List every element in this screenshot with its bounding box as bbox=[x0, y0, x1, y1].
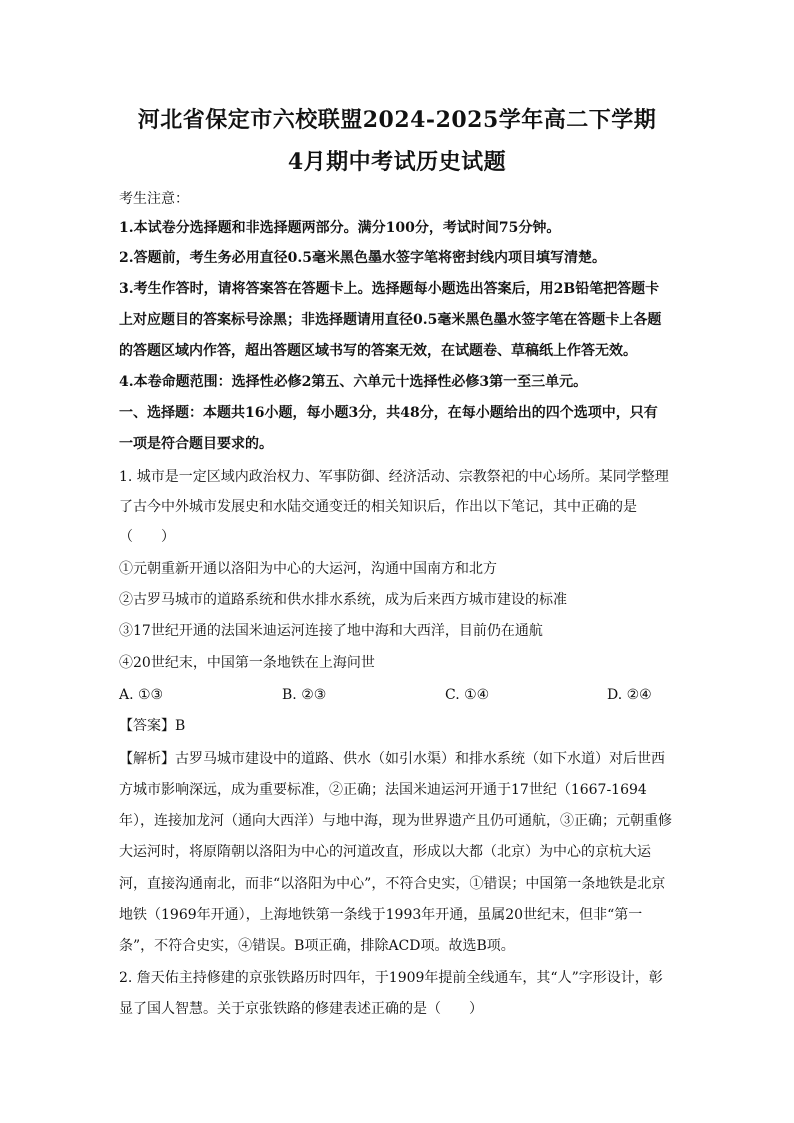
q1-stem-1: 1. 城市是一定区域内政治权力、军事防御、经济活动、宗教祭祀的中心场所。某同学整理 bbox=[119, 469, 669, 485]
notice-label: 考生注意： bbox=[119, 191, 189, 207]
q1-item-1: ①元朝重新开通以洛阳为中心的大运河，沟通中国南方和北方 bbox=[119, 561, 497, 577]
q1-option-d: D. ②④ bbox=[607, 687, 652, 703]
q2-stem-1: 2. 詹天佑主持修建的京张铁路历时四年，于1909年提前全线通车，其“人”字形设计，彰 bbox=[119, 970, 663, 986]
note-1: 1.本试卷分选择题和非选择题两部分。满分100分，考试时间75分钟。 bbox=[119, 220, 561, 236]
q1-analysis-7: 条”，不符合史实，④错误。B项正确，排除ACD项。故选B项。 bbox=[119, 938, 515, 954]
section-heading-a: 一、选择题：本题共16小题，每小题3分，共48分，在每小题给出的四个选项中，只有 bbox=[119, 405, 658, 421]
q1-option-a: A. ①③ bbox=[119, 687, 164, 703]
q1-analysis-6: 地铁（1969年开通），上海地铁第一条线于1993年开通，虽属20世纪末，但非“第一 bbox=[119, 907, 643, 923]
q1-answer: 【答案】B bbox=[119, 718, 186, 734]
q1-item-2: ②古罗马城市的道路系统和供水排水系统，成为后来西方城市建设的标准 bbox=[119, 592, 567, 608]
q1-stem-blank: （ ） bbox=[119, 529, 175, 545]
q1-analysis-2: 方城市影响深远，成为重要标准，②正确；法国米迪运河开通于17世纪（1667-1694 bbox=[119, 782, 647, 798]
q1-option-b: B. ②③ bbox=[282, 687, 327, 703]
note-2: 2.答题前，考生务必用直径0.5毫米黑色墨水签字笔将密封线内项目填写清楚。 bbox=[119, 250, 606, 266]
q1-analysis-3: 年），连接加龙河（通向大西洋）与地中海，现为世界遗产且仍可通航，③正确；元朝重修 bbox=[119, 813, 672, 829]
exam-title-line1: 河北省保定市六校联盟2024-2025学年高二下学期 bbox=[137, 107, 657, 133]
q1-stem-2: 了古今中外城市发展史和水陆交通变迁的相关知识后，作出以下笔记，其中正确的是 bbox=[119, 499, 637, 515]
note-3b: 上对应题目的答案标号涂黑；非选择题请用直径0.5毫米黑色墨水签字笔在答题卡上各题 bbox=[119, 312, 662, 328]
q1-option-c: C. ①④ bbox=[445, 687, 490, 703]
section-heading-b: 一项是符合题目要求的。 bbox=[119, 436, 273, 452]
q2-stem-2: 显了国人智慧。关于京张铁路的修建表述正确的是（ ） bbox=[119, 1001, 483, 1017]
q1-item-3: ③17世纪开通的法国米迪运河连接了地中海和大西洋，目前仍在通航 bbox=[119, 623, 543, 639]
q1-analysis-5: 河，直接沟通南北，而非“以洛阳为中心”，不符合史实，①错误；中国第一条地铁是北京 bbox=[119, 876, 666, 892]
q1-analysis-1: 【解析】古罗马城市建设中的道路、供水（如引水渠）和排水系统（如下水道）对后世西 bbox=[119, 751, 665, 767]
note-3a: 3.考生作答时，请将答案答在答题卡上。选择题每小题选出答案后，用2B铅笔把答题卡 bbox=[119, 281, 660, 297]
note-4: 4.本卷命题范围：选择性必修2第五、六单元十选择性必修3第一至三单元。 bbox=[119, 374, 588, 390]
q1-analysis-4: 大运河时，将原隋朝以洛阳为中心的河道改直，形成以大都（北京）为中心的京杭大运 bbox=[119, 844, 651, 860]
note-3c: 的答题区域内作答，超出答题区域书写的答案无效，在试题卷、草稿纸上作答无效。 bbox=[119, 343, 637, 359]
exam-title-line2: 4月期中考试历史试题 bbox=[287, 149, 507, 175]
q1-item-4: ④20世纪末，中国第一条地铁在上海问世 bbox=[119, 655, 375, 671]
